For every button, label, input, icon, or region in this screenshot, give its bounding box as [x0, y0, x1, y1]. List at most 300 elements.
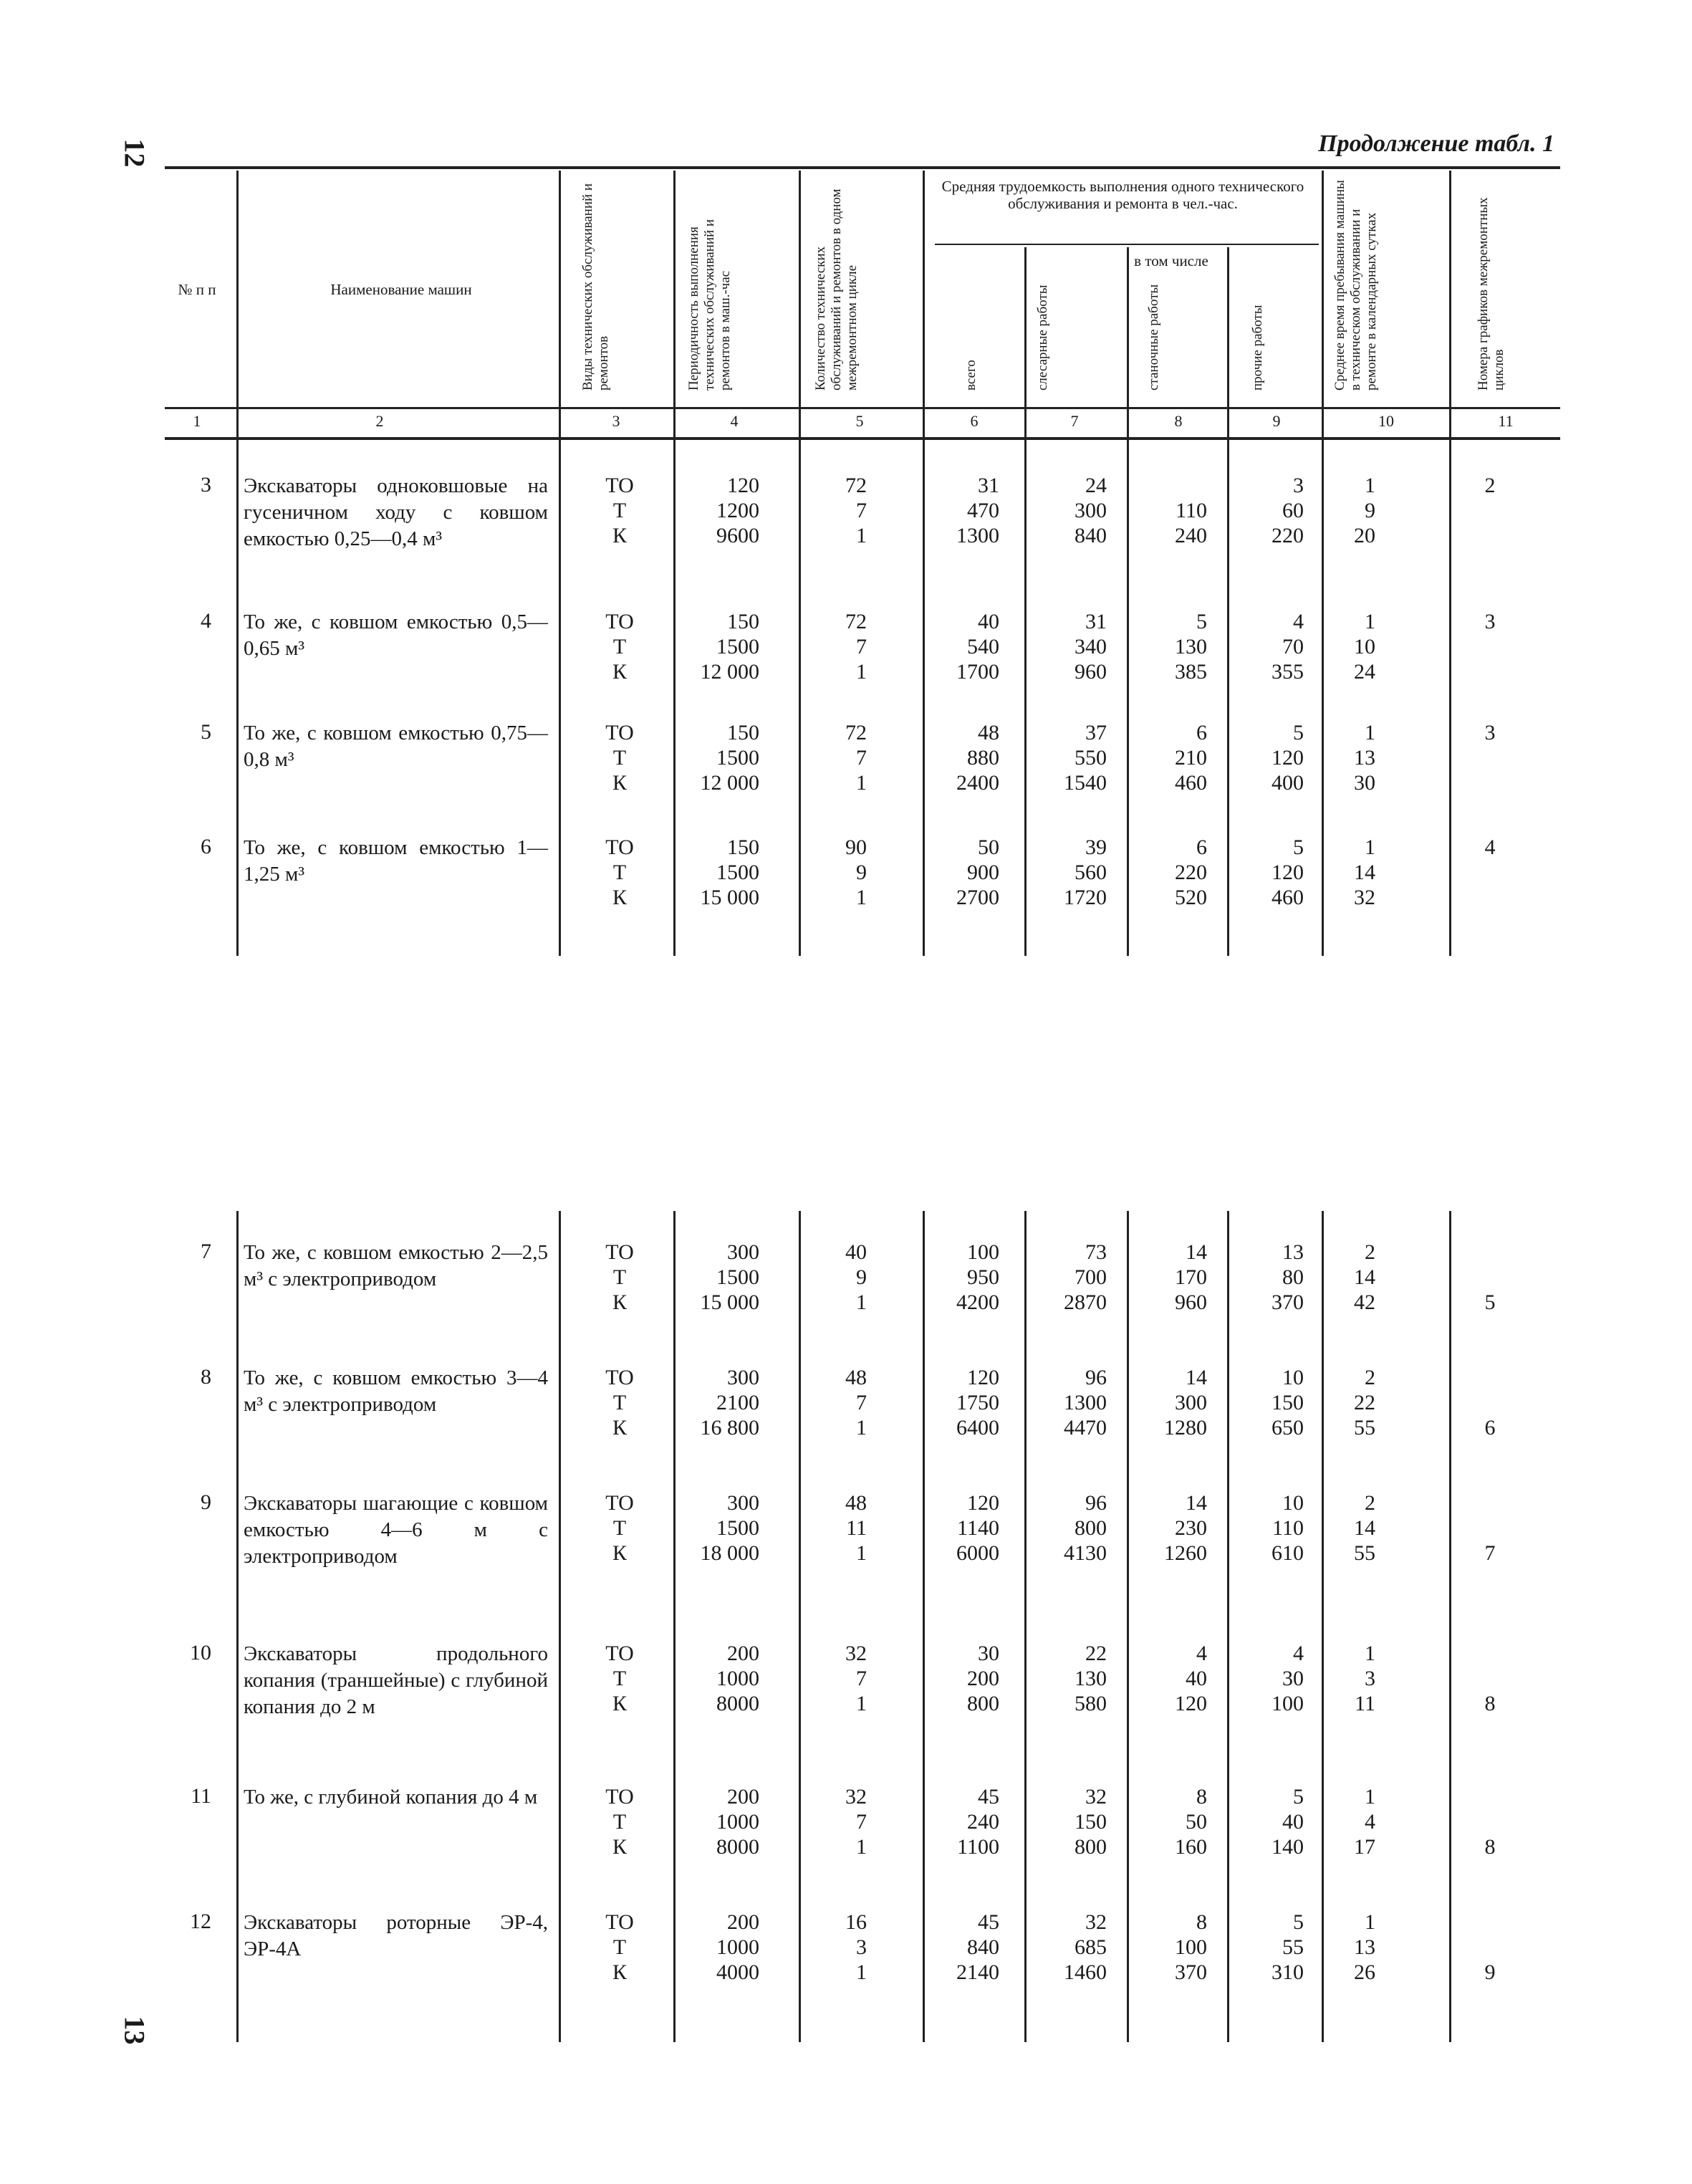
cell-count: 1 — [856, 524, 867, 547]
cell-period: 16 800 — [700, 1416, 759, 1440]
body-sep — [559, 1211, 561, 2042]
cell-other: 60 — [1282, 499, 1304, 522]
cell-days: 55 — [1354, 1541, 1375, 1565]
cell-period: 8000 — [716, 1692, 759, 1715]
cell-other: 55 — [1282, 1935, 1304, 1959]
colnum-2: 2 — [375, 412, 384, 430]
group-rule — [935, 244, 1319, 245]
cell-other: 10 — [1282, 1366, 1304, 1389]
cell-types: Т — [612, 635, 627, 658]
row-number: 12 — [190, 1910, 211, 1933]
cell-days: 10 — [1354, 635, 1375, 658]
cell-machine: 230 — [1175, 1516, 1207, 1540]
body-sep — [236, 440, 239, 956]
cell-machine: 170 — [1175, 1265, 1207, 1289]
cell-days: 24 — [1354, 660, 1375, 684]
cell-count: 1 — [856, 1416, 867, 1440]
cell-count: 11 — [846, 1516, 867, 1540]
header-sep — [559, 171, 561, 437]
body-sep — [1449, 1211, 1451, 2042]
header-col1: № п п — [178, 281, 216, 298]
row-number: 8 — [201, 1365, 211, 1389]
cell-fitter: 31 — [1085, 610, 1107, 633]
cell-count: 1 — [856, 1960, 867, 1984]
cell-days: 17 — [1354, 1835, 1375, 1859]
cell-count: 1 — [856, 660, 867, 684]
cell-other: 5 — [1293, 721, 1304, 744]
cell-machine: 1280 — [1164, 1416, 1207, 1440]
cell-period: 2100 — [716, 1391, 759, 1414]
cell-types: Т — [612, 1667, 627, 1690]
cell-count: 9 — [856, 861, 867, 884]
cell-fitter: 700 — [1075, 1265, 1107, 1289]
cell-days: 9 — [1365, 499, 1375, 522]
cell-days: 3 — [1365, 1667, 1375, 1690]
body-sep — [1024, 1211, 1027, 2042]
cell-days: 14 — [1354, 1265, 1375, 1289]
cell-machine: 220 — [1175, 861, 1207, 884]
cell-machine: 100 — [1175, 1935, 1207, 1959]
cell-total: 200 — [967, 1667, 999, 1690]
cell-days: 4 — [1365, 1810, 1375, 1834]
cell-types: К — [612, 1416, 627, 1440]
cell-fitter: 1460 — [1064, 1960, 1107, 1984]
header-col6-group: Средняя трудоемкость выполнения одного технического обслуживания и ремонта в чел.-час. — [941, 178, 1304, 212]
cell-machine: 460 — [1175, 771, 1207, 795]
cell-total: 2140 — [956, 1960, 999, 1984]
cell-period: 9600 — [716, 524, 759, 547]
colnum-7: 7 — [1070, 412, 1079, 430]
cell-fitter: 1300 — [1064, 1391, 1107, 1414]
page-number-top: 12 — [118, 138, 151, 168]
cell-graph: 8 — [1484, 1835, 1496, 1859]
cell-machine: 1260 — [1164, 1541, 1207, 1565]
cell-machine: 160 — [1175, 1835, 1207, 1859]
cell-total: 6400 — [956, 1416, 999, 1440]
header-col5: Количество технических обслуживаний и ремонтов в одном межремонтном цикле — [813, 188, 860, 391]
body-sep — [1127, 440, 1129, 956]
cell-fitter: 685 — [1075, 1935, 1107, 1959]
cell-period: 300 — [727, 1240, 759, 1264]
body-sep — [1449, 440, 1451, 956]
header-sep — [923, 171, 925, 437]
row-number: 11 — [191, 1784, 211, 1808]
cell-period: 1500 — [716, 861, 759, 884]
header-col3: Виды технических обслуживаний и ремонтов — [580, 183, 611, 391]
cell-count: 1 — [856, 1290, 867, 1314]
cell-period: 150 — [727, 610, 759, 633]
cell-total: 4200 — [956, 1290, 999, 1314]
cell-fitter: 300 — [1075, 499, 1107, 522]
cell-types: К — [612, 886, 627, 909]
cell-period: 4000 — [716, 1960, 759, 1984]
cell-count: 7 — [856, 1810, 867, 1834]
cell-count: 72 — [845, 474, 867, 497]
cell-total: 900 — [967, 861, 999, 884]
cell-count: 7 — [856, 635, 867, 658]
header-col2: Наименование машин — [330, 281, 472, 298]
cell-graph: 5 — [1484, 1290, 1496, 1314]
body-sep — [799, 1211, 801, 2042]
cell-types: ТО — [605, 1491, 634, 1515]
cell-period: 150 — [727, 721, 759, 744]
cell-count: 32 — [845, 1642, 867, 1665]
cell-count: 1 — [856, 1692, 867, 1715]
cell-days: 1 — [1365, 721, 1375, 744]
cell-period: 150 — [727, 835, 759, 859]
row-number: 10 — [190, 1641, 211, 1665]
cell-fitter: 550 — [1075, 746, 1107, 770]
cell-fitter: 73 — [1085, 1240, 1107, 1264]
cell-graph: 7 — [1484, 1541, 1496, 1565]
cell-fitter: 2870 — [1064, 1290, 1107, 1314]
cell-fitter: 560 — [1075, 861, 1107, 884]
colnum-1: 1 — [193, 412, 201, 430]
cell-graph: 8 — [1484, 1692, 1496, 1715]
cell-total: 40 — [978, 610, 999, 633]
machine-name: То же, с ковшом емкостью 2—2,5 м³ с электроприводом — [244, 1241, 548, 1290]
header-col9: прочие работы — [1250, 305, 1265, 391]
cell-other: 13 — [1282, 1240, 1304, 1264]
cell-graph: 9 — [1484, 1960, 1496, 1984]
cell-days: 1 — [1365, 474, 1375, 497]
cell-days: 26 — [1354, 1960, 1375, 1984]
cell-types: Т — [612, 1935, 627, 1959]
cell-total: 240 — [967, 1810, 999, 1834]
cell-total: 50 — [978, 835, 999, 859]
cell-machine: 110 — [1176, 499, 1207, 522]
cell-days: 11 — [1355, 1692, 1375, 1715]
cell-count: 48 — [845, 1366, 867, 1389]
cell-machine: 385 — [1175, 660, 1207, 684]
cell-count: 48 — [845, 1491, 867, 1515]
cell-fitter: 37 — [1085, 721, 1107, 744]
cell-count: 1 — [856, 1835, 867, 1859]
cell-types: К — [612, 771, 627, 795]
cell-count: 7 — [856, 1391, 867, 1414]
cell-count: 72 — [845, 721, 867, 744]
cell-total: 120 — [967, 1491, 999, 1515]
header-sep — [1127, 247, 1129, 437]
cell-machine: 520 — [1175, 886, 1207, 909]
cell-days: 30 — [1354, 771, 1375, 795]
cell-machine: 40 — [1186, 1667, 1207, 1690]
colnum-11: 11 — [1498, 412, 1514, 430]
cell-period: 1500 — [716, 635, 759, 658]
cell-count: 16 — [845, 1910, 867, 1934]
cell-machine: 370 — [1175, 1960, 1207, 1984]
cell-other: 5 — [1293, 1785, 1304, 1809]
cell-other: 150 — [1272, 1391, 1304, 1414]
cell-count: 7 — [856, 499, 867, 522]
cell-machine: 50 — [1186, 1810, 1207, 1834]
cell-count: 9 — [856, 1265, 867, 1289]
cell-days: 55 — [1354, 1416, 1375, 1440]
cell-fitter: 4130 — [1064, 1541, 1107, 1565]
cell-types: Т — [612, 1265, 627, 1289]
row-number: 3 — [201, 473, 211, 497]
cell-other: 80 — [1282, 1265, 1304, 1289]
cell-total: 100 — [967, 1240, 999, 1264]
cell-graph: 4 — [1484, 835, 1496, 859]
row-number: 9 — [201, 1490, 211, 1514]
cell-total: 1300 — [956, 524, 999, 547]
cell-count: 3 — [856, 1935, 867, 1959]
cell-other: 140 — [1272, 1835, 1304, 1859]
cell-period: 8000 — [716, 1835, 759, 1859]
cell-other: 355 — [1272, 660, 1304, 684]
cell-machine: 5 — [1196, 610, 1207, 633]
cell-count: 1 — [856, 771, 867, 795]
cell-count: 7 — [856, 1667, 867, 1690]
header-sep — [1322, 171, 1324, 437]
machine-name: Экскаваторы продольного копания (траншейные) с глубиной копания до 2 м — [244, 1642, 548, 1718]
header-sep — [1024, 247, 1027, 437]
cell-types: Т — [612, 746, 627, 770]
continuation-title: Продолжение табл. 1 — [1318, 130, 1554, 157]
cell-graph: 3 — [1484, 721, 1496, 744]
cell-total: 1140 — [957, 1516, 999, 1540]
cell-types: Т — [612, 1391, 627, 1414]
cell-total: 2700 — [956, 886, 999, 909]
cell-period: 15 000 — [700, 886, 759, 909]
cell-other: 100 — [1272, 1692, 1304, 1715]
row-number: 6 — [201, 835, 211, 858]
cell-machine: 14 — [1186, 1240, 1207, 1264]
cell-total: 2400 — [956, 771, 999, 795]
cell-period: 12 000 — [700, 660, 759, 684]
cell-types: ТО — [605, 835, 634, 859]
cell-total: 1700 — [956, 660, 999, 684]
cell-other: 310 — [1272, 1960, 1304, 1984]
cell-total: 45 — [978, 1910, 999, 1934]
cell-other: 4 — [1293, 1642, 1304, 1665]
cell-machine: 130 — [1175, 635, 1207, 658]
cell-other: 70 — [1282, 635, 1304, 658]
header-sep — [236, 171, 239, 437]
cell-other: 120 — [1272, 861, 1304, 884]
cell-period: 200 — [727, 1642, 759, 1665]
colnum-9: 9 — [1272, 412, 1281, 430]
cell-total: 120 — [967, 1366, 999, 1389]
cell-days: 14 — [1354, 861, 1375, 884]
machine-name: То же, с ковшом емкостью 0,5—0,65 м³ — [244, 610, 548, 660]
cell-other: 110 — [1272, 1516, 1304, 1540]
row-number: 4 — [201, 609, 211, 633]
header-col11: Номера графиков межремонтных циклов — [1476, 197, 1506, 391]
cell-machine: 120 — [1175, 1692, 1207, 1715]
cell-machine: 240 — [1175, 524, 1207, 547]
colnum-8: 8 — [1174, 412, 1183, 430]
cell-types: Т — [612, 1516, 627, 1540]
cell-types: К — [612, 1290, 627, 1314]
cell-days: 1 — [1365, 1910, 1375, 1934]
cell-fitter: 39 — [1085, 835, 1107, 859]
machine-name: Экскаваторы одноковшовые на гусеничном ходу с ковшом емкостью 0,25—0,4 м³ — [244, 474, 548, 550]
cell-period: 1500 — [716, 1265, 759, 1289]
machine-name: Экскаваторы шагающие с ковшом емкостью 4—6 м с электроприводом — [244, 1492, 548, 1568]
cell-period: 120 — [727, 474, 759, 497]
cell-count: 40 — [845, 1240, 867, 1264]
cell-count: 7 — [856, 746, 867, 770]
cell-fitter: 96 — [1085, 1491, 1107, 1515]
header-top-rule — [165, 166, 1560, 169]
cell-days: 2 — [1365, 1491, 1375, 1515]
cell-types: К — [612, 1541, 627, 1565]
header-sep — [799, 171, 801, 437]
cell-types: Т — [612, 861, 627, 884]
cell-period: 1000 — [716, 1810, 759, 1834]
cell-types: ТО — [605, 1910, 634, 1934]
cell-types: ТО — [605, 474, 634, 497]
cell-days: 20 — [1354, 524, 1375, 547]
cell-fitter: 32 — [1085, 1910, 1107, 1934]
cell-types: ТО — [605, 1366, 634, 1389]
cell-types: ТО — [605, 1785, 634, 1809]
cell-machine: 6 — [1196, 721, 1207, 744]
cell-days: 1 — [1365, 610, 1375, 633]
colnum-bottom-rule — [165, 437, 1560, 440]
cell-other: 3 — [1293, 474, 1304, 497]
cell-count: 1 — [856, 886, 867, 909]
body-sep — [236, 1211, 239, 2042]
cell-fitter: 1720 — [1064, 886, 1107, 909]
cell-types: К — [612, 1692, 627, 1715]
cell-total: 48 — [978, 721, 999, 744]
cell-types: Т — [612, 499, 627, 522]
cell-fitter: 4470 — [1064, 1416, 1107, 1440]
cell-machine: 14 — [1186, 1491, 1207, 1515]
cell-types: ТО — [605, 721, 634, 744]
cell-total: 470 — [967, 499, 999, 522]
colnum-4: 4 — [730, 412, 739, 430]
body-sep — [1227, 440, 1229, 956]
body-sep — [1127, 1211, 1129, 2042]
header-sep — [673, 171, 676, 437]
cell-period: 1500 — [716, 1516, 759, 1540]
cell-count: 90 — [845, 835, 867, 859]
cell-period: 300 — [727, 1491, 759, 1515]
cell-count: 32 — [845, 1785, 867, 1809]
cell-total: 950 — [967, 1265, 999, 1289]
cell-total: 880 — [967, 746, 999, 770]
row-number: 7 — [201, 1240, 211, 1263]
header-col10: Среднее время пребывания машины в техническом обслуживании и ремонте в календарных сутках — [1332, 180, 1379, 391]
body-sep — [1024, 440, 1027, 956]
cell-other: 10 — [1282, 1491, 1304, 1515]
body-sep — [559, 440, 561, 956]
cell-total: 30 — [978, 1642, 999, 1665]
cell-other: 460 — [1272, 886, 1304, 909]
cell-days: 1 — [1365, 1642, 1375, 1665]
cell-fitter: 340 — [1075, 635, 1107, 658]
cell-other: 30 — [1282, 1667, 1304, 1690]
cell-other: 5 — [1293, 835, 1304, 859]
cell-total: 800 — [967, 1692, 999, 1715]
cell-count: 1 — [856, 1541, 867, 1565]
cell-other: 4 — [1293, 610, 1304, 633]
cell-days: 2 — [1365, 1240, 1375, 1264]
header-sep — [1227, 247, 1229, 437]
colnum-10: 10 — [1378, 412, 1394, 430]
body-sep — [1322, 1211, 1324, 2042]
cell-other: 120 — [1272, 746, 1304, 770]
cell-total: 31 — [978, 474, 999, 497]
body-sep — [1322, 440, 1324, 956]
cell-period: 1200 — [716, 499, 759, 522]
cell-fitter: 960 — [1075, 660, 1107, 684]
body-sep — [673, 440, 676, 956]
cell-total: 1750 — [956, 1391, 999, 1414]
cell-total: 1100 — [957, 1835, 999, 1859]
cell-days: 13 — [1354, 1935, 1375, 1959]
cell-types: К — [612, 660, 627, 684]
cell-days: 42 — [1354, 1290, 1375, 1314]
body-sep — [923, 1211, 925, 2042]
cell-types: К — [612, 1835, 627, 1859]
cell-fitter: 1540 — [1064, 771, 1107, 795]
cell-total: 540 — [967, 635, 999, 658]
cell-days: 32 — [1354, 886, 1375, 909]
cell-types: Т — [612, 1810, 627, 1834]
header-col6: всего — [963, 360, 979, 391]
cell-period: 1500 — [716, 746, 759, 770]
cell-fitter: 32 — [1085, 1785, 1107, 1809]
cell-fitter: 150 — [1075, 1810, 1107, 1834]
header-col7: слесарные работы — [1035, 284, 1050, 391]
cell-other: 40 — [1282, 1810, 1304, 1834]
cell-machine: 210 — [1175, 746, 1207, 770]
cell-days: 13 — [1354, 746, 1375, 770]
machine-name: То же, с ковшом емкостью 0,75—0,8 м³ — [244, 722, 548, 771]
body-sep — [1227, 1211, 1229, 2042]
cell-types: К — [612, 1960, 627, 1984]
cell-graph: 6 — [1484, 1416, 1496, 1440]
cell-fitter: 96 — [1085, 1366, 1107, 1389]
cell-fitter: 840 — [1075, 524, 1107, 547]
cell-machine: 14 — [1186, 1366, 1207, 1389]
cell-fitter: 22 — [1085, 1642, 1107, 1665]
body-sep — [673, 1211, 676, 2042]
cell-days: 2 — [1365, 1366, 1375, 1389]
cell-machine: 4 — [1196, 1642, 1207, 1665]
cell-machine: 8 — [1196, 1785, 1207, 1809]
cell-days: 14 — [1354, 1516, 1375, 1540]
cell-graph: 3 — [1484, 610, 1496, 633]
cell-types: ТО — [605, 1642, 634, 1665]
cell-days: 1 — [1365, 1785, 1375, 1809]
cell-period: 200 — [727, 1785, 759, 1809]
header-col6-subgroup: в том числе — [1134, 252, 1208, 269]
cell-period: 18 000 — [700, 1541, 759, 1565]
cell-types: ТО — [605, 1240, 634, 1264]
header-col4: Периодичность выполнения технических обслуживаний и ремонтов в маш.-час — [686, 219, 733, 391]
cell-count: 72 — [845, 610, 867, 633]
cell-period: 1000 — [716, 1935, 759, 1959]
cell-other: 610 — [1272, 1541, 1304, 1565]
cell-machine: 6 — [1196, 835, 1207, 859]
header-bottom-rule — [165, 407, 1560, 409]
cell-graph: 2 — [1484, 474, 1496, 497]
machine-name: То же, с ковшом емкостью 3—4 м³ с электроприводом — [244, 1366, 548, 1416]
cell-period: 200 — [727, 1910, 759, 1934]
cell-types: ТО — [605, 610, 634, 633]
colnum-6: 6 — [970, 412, 979, 430]
machine-name: То же, с ковшом емкостью 1—1,25 м³ — [244, 836, 548, 886]
cell-days: 22 — [1354, 1391, 1375, 1414]
cell-other: 5 — [1293, 1910, 1304, 1934]
colnum-3: 3 — [612, 412, 620, 430]
